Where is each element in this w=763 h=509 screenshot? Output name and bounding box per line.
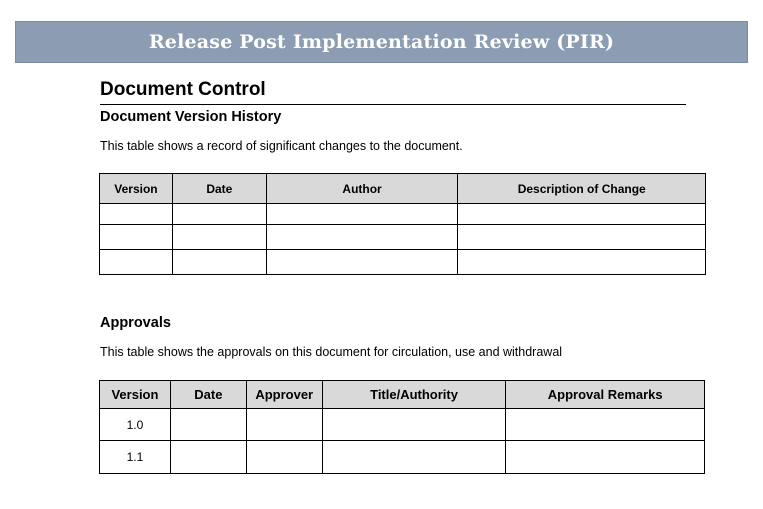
table-cell[interactable] <box>322 409 506 441</box>
column-header: Version <box>100 174 173 204</box>
table-header-row <box>100 381 705 409</box>
table-cell[interactable] <box>172 204 266 225</box>
table-row <box>100 225 706 250</box>
table-cell[interactable] <box>246 441 322 474</box>
table-cell[interactable] <box>100 225 173 250</box>
table-cell[interactable] <box>266 225 458 250</box>
table-cell[interactable] <box>458 225 706 250</box>
approvals-description: This table shows the approvals on this document for circulation, use and withdrawal <box>100 345 563 359</box>
table-cell[interactable] <box>100 250 173 275</box>
column-header: Author <box>266 174 458 204</box>
table-row <box>100 250 706 275</box>
approvals-table <box>99 380 705 474</box>
table-cell[interactable] <box>506 441 705 474</box>
subheading-approvals: Approvals <box>100 315 171 331</box>
table-row <box>100 409 705 441</box>
column-header: Title/Authority <box>322 381 506 409</box>
column-header: Version <box>100 381 171 409</box>
table-header-row <box>100 174 706 204</box>
heading-divider <box>100 104 686 105</box>
version-history-description: This table shows a record of significant changes to the document. <box>100 139 463 153</box>
table-cell[interactable] <box>458 204 706 225</box>
section-heading-document-control: Document Control <box>100 79 266 100</box>
table-row <box>100 204 706 225</box>
table-cell[interactable] <box>172 225 266 250</box>
table-cell-version[interactable]: 1.0 <box>100 409 171 441</box>
column-header: Approver <box>246 381 322 409</box>
table-cell[interactable] <box>170 409 246 441</box>
version-history-table <box>99 173 706 275</box>
table-cell[interactable] <box>266 204 458 225</box>
subheading-version-history: Document Version History <box>100 109 282 125</box>
table-cell[interactable] <box>322 441 506 474</box>
column-header: Date <box>172 174 266 204</box>
document-banner <box>15 21 748 63</box>
table-cell[interactable] <box>266 250 458 275</box>
table-cell[interactable] <box>170 441 246 474</box>
column-header: Approval Remarks <box>506 381 705 409</box>
document-title: Release Post Implementation Review (PIR) <box>148 31 615 53</box>
table-row <box>100 441 705 474</box>
table-cell[interactable] <box>506 409 705 441</box>
column-header: Date <box>170 381 246 409</box>
table-cell[interactable] <box>246 409 322 441</box>
table-cell[interactable] <box>172 250 266 275</box>
column-header: Description of Change <box>458 174 706 204</box>
table-cell[interactable] <box>100 204 173 225</box>
table-cell-version[interactable]: 1.1 <box>100 441 171 474</box>
table-cell[interactable] <box>458 250 706 275</box>
